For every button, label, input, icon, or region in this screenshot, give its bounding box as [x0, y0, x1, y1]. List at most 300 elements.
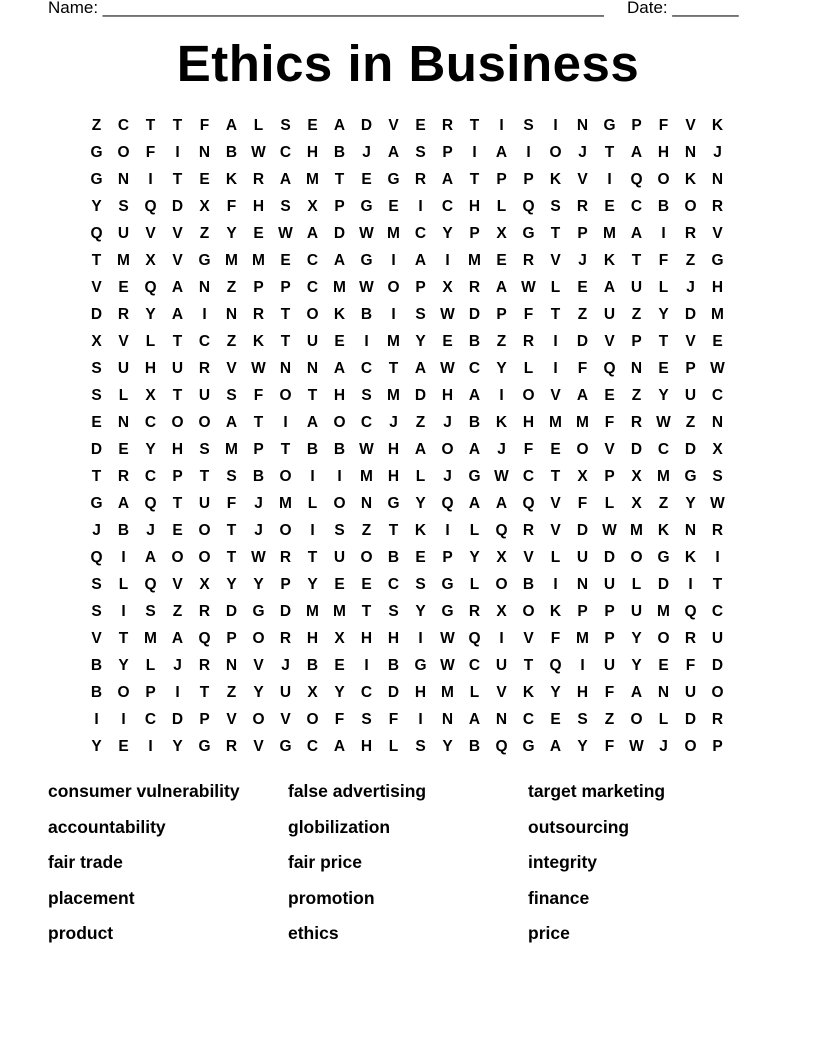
grid-letter[interactable]: L	[604, 495, 615, 512]
grid-letter[interactable]: P	[604, 630, 615, 647]
grid-letter[interactable]: V	[172, 252, 183, 269]
grid-letter[interactable]: J	[659, 738, 668, 755]
grid-letter[interactable]: H	[252, 198, 265, 215]
grid-letter[interactable]: D	[603, 549, 616, 566]
grid-letter[interactable]: R	[630, 414, 643, 431]
grid-letter[interactable]: I	[418, 711, 423, 728]
grid-letter[interactable]: R	[198, 360, 211, 377]
grid-letter[interactable]: J	[173, 657, 182, 674]
grid-letter[interactable]: C	[711, 387, 724, 404]
grid-letter[interactable]: I	[121, 603, 126, 620]
grid-letter[interactable]: I	[175, 684, 180, 701]
grid-letter[interactable]: B	[387, 657, 400, 674]
grid-letter[interactable]: I	[94, 711, 99, 728]
grid-letter[interactable]: T	[388, 522, 399, 539]
grid-letter[interactable]: P	[469, 225, 480, 242]
grid-letter[interactable]: A	[171, 306, 184, 323]
grid-letter[interactable]: A	[306, 225, 319, 242]
grid-letter[interactable]: A	[225, 117, 238, 134]
grid-letter[interactable]: O	[522, 387, 535, 404]
grid-letter[interactable]: R	[468, 603, 481, 620]
grid-letter[interactable]: V	[145, 225, 156, 242]
grid-letter[interactable]: V	[577, 171, 588, 188]
grid-letter[interactable]: R	[441, 117, 454, 134]
grid-letter[interactable]: H	[657, 144, 670, 161]
grid-letter[interactable]: P	[334, 198, 345, 215]
grid-letter[interactable]: T	[658, 333, 669, 350]
grid-letter[interactable]: E	[658, 657, 669, 674]
grid-letter[interactable]: D	[171, 198, 184, 215]
grid-letter[interactable]: U	[576, 549, 589, 566]
grid-letter[interactable]: G	[90, 171, 103, 188]
grid-letter[interactable]: R	[576, 198, 589, 215]
grid-letter[interactable]: E	[604, 198, 615, 215]
grid-letter[interactable]: T	[172, 495, 183, 512]
grid-letter[interactable]: Y	[685, 495, 696, 512]
grid-letter[interactable]: C	[198, 333, 211, 350]
grid-letter[interactable]: I	[580, 657, 585, 674]
grid-letter[interactable]: Q	[522, 198, 535, 215]
grid-letter[interactable]: T	[280, 333, 291, 350]
grid-letter[interactable]: R	[522, 333, 535, 350]
grid-letter[interactable]: A	[333, 360, 346, 377]
grid-letter[interactable]: R	[468, 279, 481, 296]
grid-letter[interactable]: F	[577, 495, 588, 512]
grid-letter[interactable]: A	[306, 414, 319, 431]
grid-letter[interactable]: S	[226, 468, 237, 485]
grid-letter[interactable]: T	[199, 684, 210, 701]
grid-letter[interactable]: Q	[90, 549, 103, 566]
grid-letter[interactable]: O	[387, 279, 400, 296]
grid-letter[interactable]: R	[279, 630, 292, 647]
grid-letter[interactable]: A	[414, 441, 427, 458]
grid-letter[interactable]: T	[172, 117, 183, 134]
grid-letter[interactable]: G	[90, 495, 103, 512]
grid-letter[interactable]: B	[252, 468, 265, 485]
grid-letter[interactable]: W	[359, 225, 374, 242]
grid-letter[interactable]: T	[469, 117, 480, 134]
grid-letter[interactable]: T	[631, 252, 642, 269]
grid-letter[interactable]: Q	[144, 198, 157, 215]
grid-letter[interactable]: S	[712, 468, 723, 485]
grid-letter[interactable]: Y	[496, 360, 507, 377]
grid-letter[interactable]: A	[225, 414, 238, 431]
grid-letter[interactable]: V	[712, 225, 723, 242]
grid-letter[interactable]: N	[279, 360, 292, 377]
grid-letter[interactable]: G	[441, 576, 454, 593]
grid-letter[interactable]: J	[443, 414, 452, 431]
grid-letter[interactable]: A	[144, 549, 157, 566]
grid-letter[interactable]: I	[337, 468, 342, 485]
grid-letter[interactable]: Y	[469, 549, 480, 566]
grid-letter[interactable]: C	[360, 684, 373, 701]
grid-letter[interactable]: V	[550, 387, 561, 404]
grid-letter[interactable]: K	[549, 603, 562, 620]
grid-letter[interactable]: D	[468, 306, 481, 323]
grid-letter[interactable]: T	[91, 252, 102, 269]
grid-letter[interactable]: I	[688, 576, 693, 593]
grid-letter[interactable]: D	[414, 387, 427, 404]
grid-letter[interactable]: T	[469, 171, 480, 188]
grid-letter[interactable]: X	[442, 279, 453, 296]
grid-letter[interactable]: V	[523, 630, 534, 647]
grid-letter[interactable]: C	[306, 738, 319, 755]
grid-letter[interactable]: Y	[442, 738, 453, 755]
grid-letter[interactable]: V	[550, 495, 561, 512]
grid-letter[interactable]: O	[279, 522, 292, 539]
grid-letter[interactable]: Q	[144, 576, 157, 593]
grid-letter[interactable]: T	[118, 630, 129, 647]
grid-letter[interactable]: M	[225, 441, 238, 458]
grid-letter[interactable]: O	[252, 711, 265, 728]
grid-letter[interactable]: C	[387, 576, 400, 593]
grid-letter[interactable]: U	[603, 576, 616, 593]
grid-letter[interactable]: L	[550, 279, 561, 296]
grid-letter[interactable]: S	[577, 711, 588, 728]
grid-letter[interactable]: C	[441, 198, 454, 215]
grid-letter[interactable]: A	[468, 441, 481, 458]
grid-letter[interactable]: E	[307, 117, 318, 134]
grid-letter[interactable]: O	[549, 144, 562, 161]
grid-letter[interactable]: S	[280, 198, 291, 215]
grid-letter[interactable]: Y	[172, 738, 183, 755]
grid-letter[interactable]: W	[251, 549, 266, 566]
grid-letter[interactable]: V	[253, 657, 264, 674]
grid-letter[interactable]: T	[523, 657, 534, 674]
grid-letter[interactable]: P	[199, 711, 210, 728]
grid-letter[interactable]: R	[252, 171, 265, 188]
grid-letter[interactable]: M	[306, 603, 319, 620]
grid-letter[interactable]: Y	[631, 630, 642, 647]
grid-letter[interactable]: Z	[496, 333, 507, 350]
grid-letter[interactable]: O	[630, 549, 643, 566]
grid-letter[interactable]: O	[117, 144, 130, 161]
grid-letter[interactable]: I	[391, 252, 396, 269]
grid-letter[interactable]: T	[172, 333, 183, 350]
grid-letter[interactable]: N	[117, 171, 130, 188]
grid-letter[interactable]: L	[496, 198, 507, 215]
grid-letter[interactable]: D	[171, 711, 184, 728]
grid-letter[interactable]: Y	[577, 738, 588, 755]
grid-letter[interactable]: A	[279, 171, 292, 188]
grid-letter[interactable]: A	[414, 360, 427, 377]
grid-letter[interactable]: N	[198, 144, 211, 161]
grid-letter[interactable]: Q	[441, 495, 454, 512]
grid-letter[interactable]: E	[415, 117, 426, 134]
grid-letter[interactable]: I	[715, 549, 720, 566]
grid-letter[interactable]: H	[387, 630, 400, 647]
grid-letter[interactable]: M	[144, 630, 157, 647]
grid-letter[interactable]: X	[334, 630, 345, 647]
grid-letter[interactable]: E	[334, 576, 345, 593]
grid-letter[interactable]: J	[713, 144, 722, 161]
grid-letter[interactable]: B	[333, 441, 346, 458]
grid-letter[interactable]: H	[333, 387, 346, 404]
grid-letter[interactable]: A	[414, 252, 427, 269]
grid-letter[interactable]: D	[333, 225, 346, 242]
grid-letter[interactable]: K	[603, 252, 616, 269]
grid-letter[interactable]: P	[577, 225, 588, 242]
grid-letter[interactable]: C	[711, 603, 724, 620]
grid-letter[interactable]: P	[442, 144, 453, 161]
grid-letter[interactable]: C	[117, 117, 130, 134]
grid-letter[interactable]: V	[604, 441, 615, 458]
grid-letter[interactable]: N	[117, 414, 130, 431]
grid-letter[interactable]: I	[202, 306, 207, 323]
grid-letter[interactable]: U	[603, 657, 616, 674]
grid-letter[interactable]: E	[334, 657, 345, 674]
grid-letter[interactable]: Q	[90, 225, 103, 242]
grid-letter[interactable]: R	[684, 630, 697, 647]
grid-letter[interactable]: Y	[253, 576, 264, 593]
grid-letter[interactable]: U	[279, 684, 292, 701]
grid-letter[interactable]: T	[550, 306, 561, 323]
grid-letter[interactable]: B	[360, 306, 373, 323]
grid-letter[interactable]: A	[468, 495, 481, 512]
grid-letter[interactable]: P	[712, 738, 723, 755]
grid-letter[interactable]: H	[306, 144, 319, 161]
grid-letter[interactable]: Y	[415, 603, 426, 620]
grid-letter[interactable]: U	[198, 387, 211, 404]
grid-letter[interactable]: N	[576, 576, 589, 593]
grid-letter[interactable]: E	[118, 441, 129, 458]
grid-letter[interactable]: S	[118, 198, 129, 215]
grid-letter[interactable]: Q	[144, 495, 157, 512]
grid-letter[interactable]: L	[415, 468, 426, 485]
grid-letter[interactable]: F	[685, 657, 696, 674]
grid-letter[interactable]: P	[415, 279, 426, 296]
grid-letter[interactable]: Q	[549, 657, 562, 674]
grid-letter[interactable]: S	[226, 387, 237, 404]
grid-letter[interactable]: T	[307, 387, 318, 404]
grid-letter[interactable]: M	[387, 387, 400, 404]
grid-letter[interactable]: Q	[144, 279, 157, 296]
grid-letter[interactable]: T	[91, 468, 102, 485]
grid-letter[interactable]: C	[279, 144, 292, 161]
grid-letter[interactable]: A	[630, 225, 643, 242]
grid-letter[interactable]: K	[684, 549, 697, 566]
grid-letter[interactable]: X	[199, 576, 210, 593]
grid-letter[interactable]: O	[522, 603, 535, 620]
grid-letter[interactable]: E	[604, 387, 615, 404]
grid-letter[interactable]: I	[499, 630, 504, 647]
grid-letter[interactable]: M	[441, 684, 454, 701]
grid-letter[interactable]: M	[603, 225, 616, 242]
grid-letter[interactable]: R	[225, 738, 238, 755]
grid-letter[interactable]: G	[360, 198, 373, 215]
grid-letter[interactable]: U	[333, 549, 346, 566]
grid-letter[interactable]: V	[685, 117, 696, 134]
grid-letter[interactable]: W	[710, 495, 725, 512]
grid-letter[interactable]: A	[630, 684, 643, 701]
grid-letter[interactable]: F	[604, 684, 615, 701]
grid-letter[interactable]: I	[661, 225, 666, 242]
grid-letter[interactable]: A	[171, 630, 184, 647]
grid-letter[interactable]: G	[198, 252, 211, 269]
grid-letter[interactable]: W	[359, 279, 374, 296]
grid-letter[interactable]: F	[550, 630, 561, 647]
grid-letter[interactable]: Y	[442, 225, 453, 242]
grid-letter[interactable]: Y	[658, 387, 669, 404]
grid-letter[interactable]: U	[117, 225, 130, 242]
grid-letter[interactable]: W	[251, 144, 266, 161]
grid-letter[interactable]: Q	[495, 522, 508, 539]
grid-letter[interactable]: L	[388, 738, 399, 755]
grid-letter[interactable]: X	[496, 549, 507, 566]
grid-letter[interactable]: O	[576, 441, 589, 458]
grid-letter[interactable]: N	[441, 711, 454, 728]
grid-letter[interactable]: I	[148, 171, 153, 188]
grid-letter[interactable]: J	[362, 144, 371, 161]
grid-letter[interactable]: E	[415, 549, 426, 566]
grid-letter[interactable]: J	[443, 468, 452, 485]
grid-letter[interactable]: V	[253, 738, 264, 755]
grid-letter[interactable]: P	[577, 603, 588, 620]
grid-letter[interactable]: G	[684, 468, 697, 485]
grid-letter[interactable]: G	[603, 117, 616, 134]
grid-letter[interactable]: N	[360, 495, 373, 512]
grid-letter[interactable]: O	[360, 549, 373, 566]
grid-letter[interactable]: L	[118, 387, 129, 404]
grid-letter[interactable]: I	[499, 387, 504, 404]
grid-letter[interactable]: I	[472, 144, 477, 161]
grid-letter[interactable]: I	[418, 198, 423, 215]
grid-letter[interactable]: M	[333, 603, 346, 620]
grid-letter[interactable]: A	[171, 279, 184, 296]
grid-letter[interactable]: L	[550, 549, 561, 566]
grid-letter[interactable]: X	[496, 225, 507, 242]
grid-letter[interactable]: S	[415, 306, 426, 323]
grid-letter[interactable]: G	[387, 171, 400, 188]
grid-letter[interactable]: F	[334, 711, 345, 728]
grid-letter[interactable]: N	[198, 279, 211, 296]
grid-letter[interactable]: E	[388, 198, 399, 215]
grid-letter[interactable]: D	[387, 684, 400, 701]
grid-letter[interactable]: S	[550, 198, 561, 215]
grid-letter[interactable]: H	[360, 738, 373, 755]
grid-letter[interactable]: D	[576, 333, 589, 350]
grid-letter[interactable]: I	[418, 630, 423, 647]
grid-letter[interactable]: I	[310, 468, 315, 485]
grid-letter[interactable]: V	[172, 576, 183, 593]
grid-letter[interactable]: B	[333, 144, 346, 161]
grid-letter[interactable]: L	[118, 576, 129, 593]
grid-letter[interactable]: F	[145, 144, 156, 161]
grid-letter[interactable]: M	[252, 252, 265, 269]
grid-letter[interactable]: P	[604, 468, 615, 485]
grid-letter[interactable]: M	[711, 306, 724, 323]
grid-letter[interactable]: A	[603, 279, 616, 296]
grid-letter[interactable]: Q	[603, 360, 616, 377]
grid-letter[interactable]: Q	[468, 630, 481, 647]
grid-letter[interactable]: U	[684, 387, 697, 404]
grid-letter[interactable]: F	[604, 414, 615, 431]
grid-letter[interactable]: R	[117, 306, 130, 323]
grid-letter[interactable]: L	[658, 279, 669, 296]
grid-letter[interactable]: Z	[577, 306, 588, 323]
grid-letter[interactable]: J	[281, 657, 290, 674]
grid-letter[interactable]: G	[522, 225, 535, 242]
grid-letter[interactable]: F	[523, 306, 534, 323]
grid-letter[interactable]: V	[91, 279, 102, 296]
grid-letter[interactable]: M	[279, 495, 292, 512]
grid-letter[interactable]: E	[334, 333, 345, 350]
grid-letter[interactable]: E	[496, 252, 507, 269]
grid-letter[interactable]: X	[91, 333, 102, 350]
grid-letter[interactable]: F	[604, 738, 615, 755]
grid-letter[interactable]: C	[306, 279, 319, 296]
grid-letter[interactable]: M	[333, 279, 346, 296]
grid-letter[interactable]: O	[333, 414, 346, 431]
grid-letter[interactable]: T	[550, 225, 561, 242]
grid-letter[interactable]: A	[117, 495, 130, 512]
grid-letter[interactable]: N	[495, 711, 508, 728]
grid-letter[interactable]: B	[90, 684, 103, 701]
grid-letter[interactable]: J	[578, 144, 587, 161]
grid-letter[interactable]: I	[526, 144, 531, 161]
grid-letter[interactable]: O	[279, 387, 292, 404]
grid-letter[interactable]: Z	[172, 603, 183, 620]
grid-letter[interactable]: J	[254, 522, 263, 539]
grid-letter[interactable]: O	[657, 630, 670, 647]
grid-letter[interactable]: P	[442, 549, 453, 566]
grid-letter[interactable]: A	[468, 711, 481, 728]
grid-letter[interactable]: A	[468, 387, 481, 404]
grid-letter[interactable]: G	[198, 738, 211, 755]
grid-letter[interactable]: N	[657, 684, 670, 701]
grid-letter[interactable]: B	[90, 657, 103, 674]
grid-letter[interactable]: K	[414, 522, 427, 539]
grid-letter[interactable]: T	[253, 414, 264, 431]
grid-letter[interactable]: I	[121, 549, 126, 566]
grid-letter[interactable]: I	[553, 576, 558, 593]
grid-letter[interactable]: R	[711, 198, 724, 215]
grid-letter[interactable]: B	[225, 144, 238, 161]
grid-letter[interactable]: G	[387, 495, 400, 512]
grid-letter[interactable]: D	[360, 117, 373, 134]
grid-letter[interactable]: B	[306, 441, 319, 458]
grid-letter[interactable]: V	[172, 225, 183, 242]
grid-letter[interactable]: X	[307, 198, 318, 215]
grid-letter[interactable]: T	[280, 306, 291, 323]
grid-letter[interactable]: V	[523, 549, 534, 566]
grid-letter[interactable]: S	[415, 738, 426, 755]
grid-letter[interactable]: W	[440, 360, 455, 377]
grid-letter[interactable]: J	[254, 495, 263, 512]
grid-letter[interactable]: I	[121, 711, 126, 728]
grid-letter[interactable]: D	[630, 441, 643, 458]
grid-letter[interactable]: O	[306, 306, 319, 323]
grid-letter[interactable]: Z	[199, 225, 210, 242]
grid-letter[interactable]: A	[387, 144, 400, 161]
grid-letter[interactable]: L	[253, 117, 264, 134]
grid-letter[interactable]: O	[630, 711, 643, 728]
grid-letter[interactable]: M	[306, 171, 319, 188]
grid-letter[interactable]: O	[198, 549, 211, 566]
grid-letter[interactable]: H	[360, 630, 373, 647]
grid-letter[interactable]: P	[496, 306, 507, 323]
grid-letter[interactable]: I	[148, 738, 153, 755]
grid-letter[interactable]: R	[711, 711, 724, 728]
grid-letter[interactable]: W	[440, 657, 455, 674]
grid-letter[interactable]: S	[145, 603, 156, 620]
grid-letter[interactable]: I	[553, 333, 558, 350]
grid-letter[interactable]: O	[657, 171, 670, 188]
grid-letter[interactable]: J	[578, 252, 587, 269]
grid-letter[interactable]: Q	[522, 495, 535, 512]
grid-letter[interactable]: E	[91, 414, 102, 431]
grid-letter[interactable]: N	[711, 414, 724, 431]
